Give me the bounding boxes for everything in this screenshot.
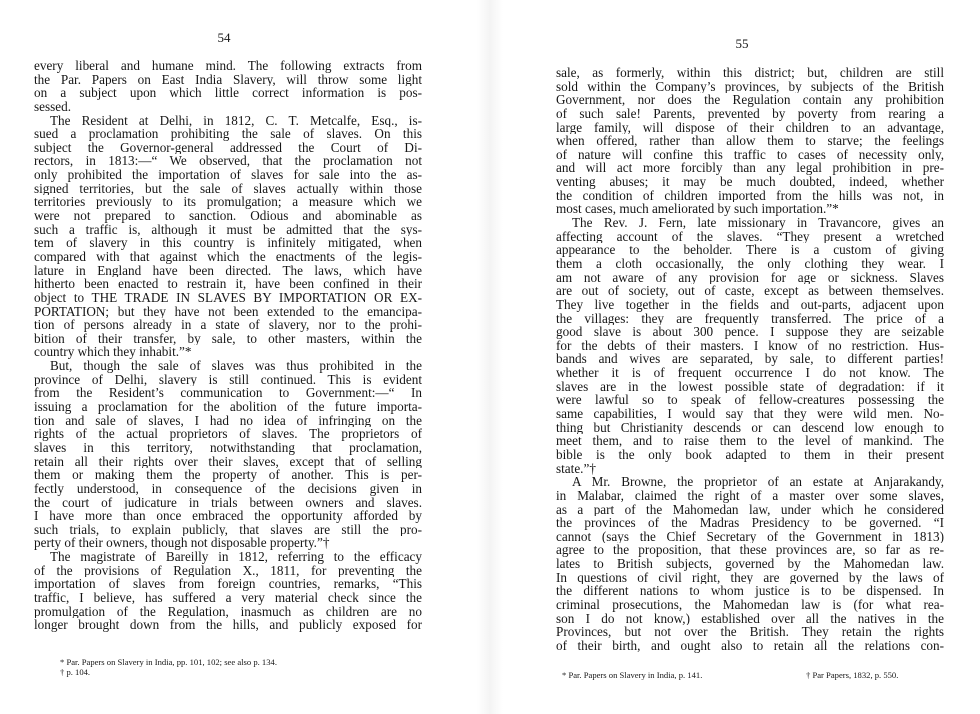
text-line: are out of society, out of caste, except as between themselves. <box>556 284 944 298</box>
text-line: whether it is of frequent occurrence I do not know. The <box>556 366 944 380</box>
text-line: signed territories, but the sale of slaves actually within those <box>34 181 422 196</box>
text-line: Provinces, but not over the British. They retain the rights <box>556 625 944 639</box>
text-line: the Par. Papers on East India Slavery, will throw some light <box>34 72 422 87</box>
text-line: sale, as formerly, within this district; but, children are still <box>556 66 944 80</box>
text-line: large family, will dispose of their children to an advantage, <box>556 120 944 135</box>
text-line: of their birth, and ought also to retain all the relations con- <box>556 638 944 653</box>
text-line: slaves in this territory, notwithstanding that proclamation, <box>34 440 422 455</box>
text-line: same capabilities, I would say that they were wild men. No- <box>556 407 944 421</box>
text-line: them or making them the property of another. This is per- <box>34 468 422 482</box>
text-line: thing but Christianity descends or can descend low enough to <box>556 420 944 435</box>
text-line: tion of persons already in a state of slavery, nor to the prohi- <box>34 318 422 332</box>
text-line: of such sale! Parents, prevented by poverty from rearing a <box>556 106 944 121</box>
right-page <box>556 0 944 714</box>
left-page <box>34 0 422 714</box>
text-line: the different nations to whom justice is to be dispensed. In <box>556 584 944 598</box>
text-line: The Rev. J. Fern, late missionary in Travancore, gives an <box>572 216 944 230</box>
text-line: They live together in the fields and out-parts, adjacent upon <box>556 297 944 312</box>
text-line: A Mr. Browne, the proprietor of an estate at Anjarakandy, <box>572 475 944 489</box>
text-line: bition of their transfer, by sale, to other masters, within the <box>34 331 422 346</box>
text-line: on a subject upon which little correct information is pos- <box>34 86 422 100</box>
text-line: in Malabar, claimed the right of a master over some slaves, <box>556 488 944 503</box>
book-gutter <box>477 0 503 714</box>
left-page-body <box>34 59 422 632</box>
text-line: such a traffic is, although it must be admitted that the sys- <box>34 222 422 237</box>
text-line: for the debts of their masters. I know of no restriction. Hus- <box>556 338 944 353</box>
text-line: sessed. <box>34 99 71 114</box>
text-line: meet them, and to raise them to the level of mankind. The <box>556 434 944 448</box>
text-line: from the Resident’s communication to Government:—“ In <box>34 386 422 401</box>
text-line: agree to the proposition, that these provinces are, so far as re- <box>556 543 944 558</box>
text-line: country which they inhabit.”* <box>34 345 192 360</box>
text-line: Government, nor does the Regulation contain any prohibition <box>556 93 944 107</box>
page-number-left: 54 <box>217 30 231 45</box>
text-line: The Resident at Delhi, in 1812, C. T. Metcalfe, Esq., is- <box>50 113 422 128</box>
text-line: territories previously to its promulgation; a measure which we <box>34 195 422 210</box>
footnote: * Par. Papers on Slavery in India, pp. 101, 102; see also p. 134. <box>60 657 277 667</box>
text-line: slaves are in the lowest possible state of degradation: if it <box>556 379 944 394</box>
text-line: retain all their rights over their slaves, except that of selling <box>34 454 422 469</box>
text-line: and will act more forcibly than any legal prohibition in pre- <box>556 161 944 176</box>
text-line: cannot (says the Chief Secretary of the Government in 1813) <box>556 529 944 544</box>
footnote: * Par. Papers on Slavery in India, p. 141. <box>562 670 703 680</box>
text-line: were lawful so to speak of fellow-creatures possessing the <box>556 393 944 408</box>
text-line: sold within the Company’s provinces, by subjects of the British <box>556 79 944 94</box>
text-line: venting abuses; it may be much doubted, indeed, whether <box>556 175 944 189</box>
text-line: appearance to the beholder. There is a custom of giving <box>556 243 944 257</box>
text-line: tem of slavery in this country is infinitely mitigated, when <box>34 236 422 250</box>
text-line: every liberal and humane mind. The following extracts from <box>34 59 422 73</box>
text-line: were not prepared to sanction. Odious and abominable as <box>34 209 422 223</box>
text-line: traffic, I believe, has suffered a very material check since the <box>34 590 422 605</box>
text-line: I have more than once embraced the opportunity afforded by <box>34 509 422 523</box>
text-line: good slave is about 300 pence. I suppose they are seizable <box>556 325 944 339</box>
text-line: The magistrate of Bareilly in 1812, referring to the efficacy <box>50 550 422 564</box>
text-line: lature in England have been directed. The laws, which have <box>34 263 422 278</box>
footnote: † p. 104. <box>60 667 91 677</box>
text-line: such trials, to explain publicly, that slaves are still the pro- <box>34 522 422 537</box>
text-line: tion and sale of slaves, I had no idea of infringing on the <box>34 413 422 428</box>
text-line: bible is the only book adapted to them in their present <box>556 447 944 462</box>
text-line: compared with that against which the enactments of the legis- <box>34 249 422 264</box>
text-line: But, though the sale of slaves was thus prohibited in the <box>50 359 422 373</box>
text-line: as a part of the Mahomedan law, under which he considered <box>556 502 944 517</box>
text-line: the court of judicature in trials between owners and slaves. <box>34 495 422 510</box>
text-line: of the provisions of Regulation X., 1811, for preventing the <box>34 563 422 578</box>
text-line: PORTATION; but they have not been extended to the emancipa- <box>34 304 422 319</box>
text-line: most cases, much ameliorated by such importation.”* <box>556 202 839 217</box>
text-line: the provinces of the Madras Presidency to be governed. “I <box>556 516 944 530</box>
right-page-body <box>556 66 944 653</box>
text-line: am not aware of any provision for age or sickness. Slaves <box>556 270 944 285</box>
text-line: importation of slaves from foreign countries, remarks, “This <box>34 577 422 591</box>
text-line: the villages: they are frequently transferred. The price of a <box>556 311 944 326</box>
text-line: when offered, rather than allow them to starve; the feelings <box>556 134 944 148</box>
text-line: fectly understood, in consequence of the decisions given in <box>34 481 422 496</box>
text-line: only prohibited the importation of slaves for sale into the as- <box>34 168 422 182</box>
text-line: longer brought down from the hills, and publicly exposed for <box>34 618 422 632</box>
text-line: them a cloth occasionally, the only clothing they wear. I <box>556 256 944 271</box>
text-line: affecting account of the slaves. “They present a wretched <box>556 229 944 244</box>
text-line: criminal prosecutions, the Mahomedan law is (for what rea- <box>556 597 944 612</box>
text-line: rights of the actual proprietors of slaves. The proprietors of <box>34 427 422 441</box>
text-line: promulgation of the Regulation, inasmuch as children are no <box>34 604 422 619</box>
text-line: bands and wives are separated, by sale, to different parties! <box>556 352 944 367</box>
text-line: object to THE TRADE IN SLAVES BY IMPORTATION OR EX- <box>34 290 422 305</box>
text-line: rectors, in 1813:—“ We observed, that the proclamation not <box>34 154 422 169</box>
text-line: son I do not know,) established over all the natives in the <box>556 611 944 626</box>
text-line: state.”† <box>556 461 596 476</box>
footnote: † Par Papers, 1832, p. 550. <box>806 670 899 680</box>
page-number-right: 55 <box>735 36 749 51</box>
text-line: subject the Governor-general addressed the Court of Di- <box>34 140 422 155</box>
text-line: province of Delhi, slavery is still continued. This is evident <box>34 372 422 387</box>
text-line: hitherto been enacted to restrain it, have been confined in their <box>34 277 422 291</box>
text-line: In questions of civil right, they are governed by the laws of <box>556 570 944 585</box>
text-line: perty of their owners, though not disposable property.”† <box>34 536 330 551</box>
text-line: sued a proclamation prohibiting the sale of slaves. On this <box>34 127 422 141</box>
text-line: of nature will confine this traffic to cases of necessity only, <box>556 147 944 162</box>
text-line: lates to British subjects, governed by the Mahomedan law. <box>556 557 944 571</box>
text-line: the condition of children imported from the hills was not, in <box>556 188 944 203</box>
text-line: issuing a proclamation for the abolition of the future importa- <box>34 400 422 414</box>
